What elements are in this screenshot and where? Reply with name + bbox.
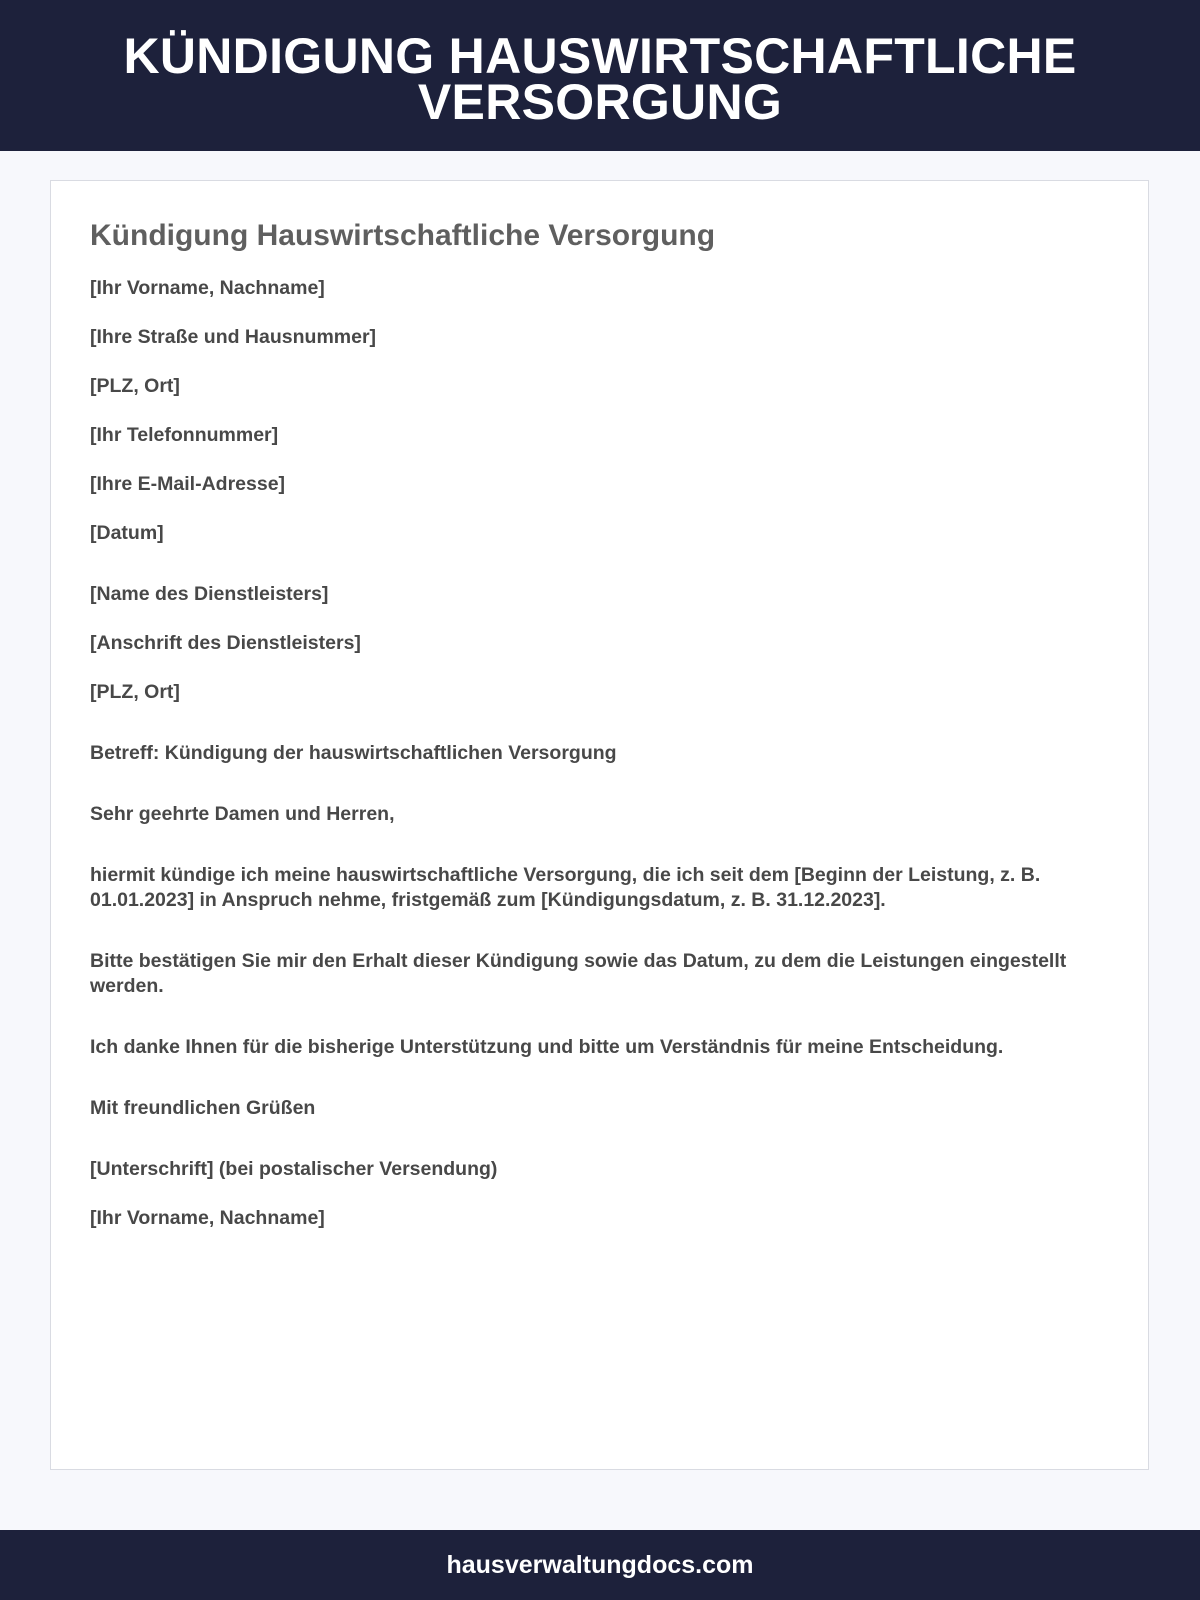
footer-site-link[interactable]: hausverwaltungdocs.com [446,1550,754,1579]
letter-date: [Datum] [90,522,164,544]
document-card [50,180,1149,1470]
sender-city: [PLZ, Ort] [90,375,180,397]
sender-email: [Ihre E-Mail-Adresse] [90,473,286,495]
signature-name: [Ihr Vorname, Nachname] [90,1207,325,1229]
recipient-city: [PLZ, Ort] [90,681,180,703]
recipient-name: [Name des Dienstleisters] [90,583,329,605]
body-paragraph: hiermit kündige ich meine hauswirtschaftliche Versorgung, die ich seit dem [Beginn der Leistung, z. B. 01.01.2023] in Anspruch nehme, fristgemäß zum [Kündigungsdatum, z. B. 31.12.2023]. [90,864,1041,911]
page-header-title: KÜNDIGUNG HAUSWIRTSCHAFTLICHE VERSORGUNG [123,27,1077,130]
body-paragraph: Ich danke Ihnen für die bisherige Unterstützung und bitte um Verständnis für meine Entscheidung. [90,1036,1004,1058]
subject-line: Betreff: Kündigung der hauswirtschaftlichen Versorgung [90,742,617,764]
recipient-address: [Anschrift des Dienstleisters] [90,632,361,654]
body-paragraph: Bitte bestätigen Sie mir den Erhalt dieser Kündigung sowie das Datum, zu dem die Leistungen eingestellt werden. [90,950,1067,997]
document-title: Kündigung Hauswirtschaftliche Versorgung [90,219,716,252]
sender-name: [Ihr Vorname, Nachname] [90,277,325,299]
page-header [0,0,1200,151]
sender-street: [Ihre Straße und Hausnummer] [90,326,377,348]
signature-placeholder: [Unterschrift] (bei postalischer Versendung) [90,1158,498,1180]
page-footer [0,1530,1200,1600]
closing: Mit freundlichen Grüßen [90,1097,316,1119]
sender-phone: [Ihr Telefonnummer] [90,424,279,446]
salutation: Sehr geehrte Damen und Herren, [90,803,395,825]
